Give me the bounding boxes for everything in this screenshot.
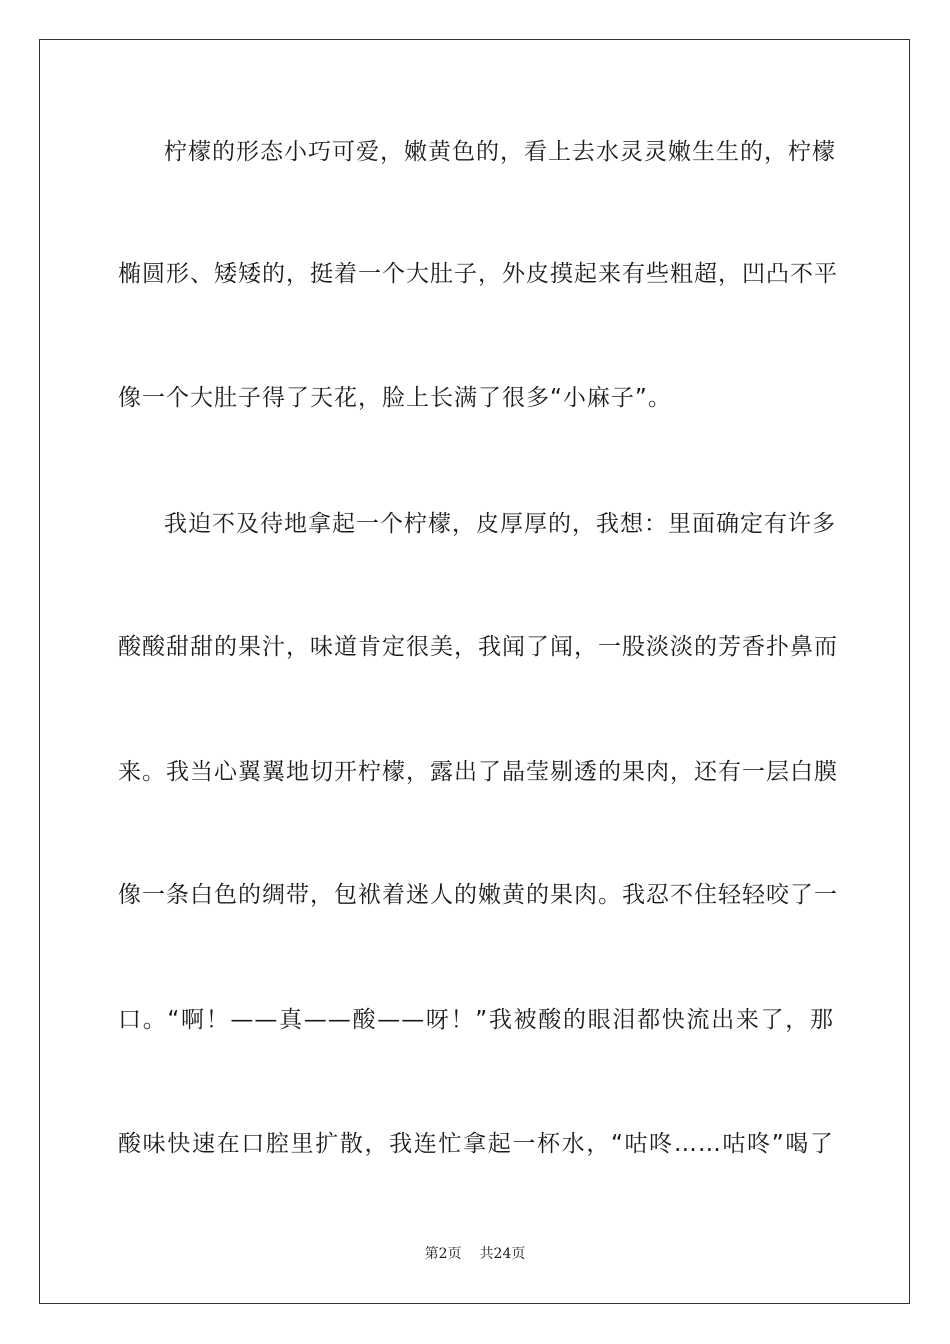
page-total: 共24页: [479, 1246, 526, 1262]
page-footer: [0, 1245, 950, 1263]
page-number: 第2页: [424, 1246, 462, 1262]
text-line-5: 酸酸甜甜的果汁，味道肯定很美，我闻了闻，一股淡淡的芳香扑鼻而: [118, 634, 838, 660]
page-border: [39, 39, 910, 1304]
text-line-1: 柠檬的形态小巧可爱，嫩黄色的，看上去水灵灵嫩生生的，柠檬: [164, 139, 836, 165]
text-line-6: 来。我当心翼翼地切开柠檬，露出了晶莹剔透的果肉，还有一层白膜: [118, 759, 838, 785]
text-line-7: 像一条白色的绸带，包袱着迷人的嫩黄的果肉。我忍不住轻轻咬了一: [118, 882, 838, 908]
text-line-2: 椭圆形、矮矮的，挺着一个大肚子，外皮摸起来有些粗超，凹凸不平: [118, 261, 838, 287]
text-line-9: 酸味快速在口腔里扩散，我连忙拿起一杯水，“咕咚……咕咚”喝了: [118, 1131, 834, 1157]
text-line-8: 口。“啊！——真——酸——呀！”我被酸的眼泪都快流出来了，那: [118, 1007, 834, 1033]
text-line-3: 像一个大肚子得了天花，脸上长满了很多“小麻子”。: [118, 385, 672, 411]
text-line-4: 我迫不及待地拿起一个柠檬，皮厚厚的，我想：里面确定有许多: [164, 511, 836, 537]
